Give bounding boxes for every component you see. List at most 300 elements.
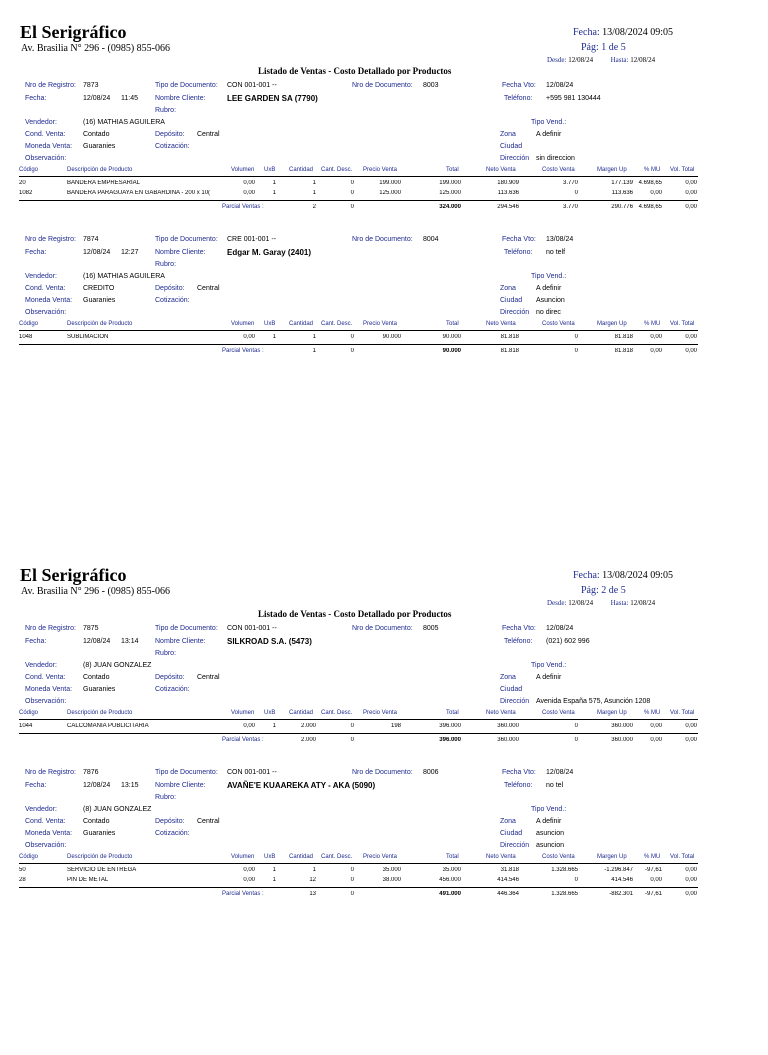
cond-venta-label: Cond. Venta: xyxy=(25,285,66,292)
table-cell: 0,00 xyxy=(685,190,697,196)
tipo-documento-label: Tipo de Documento: xyxy=(155,236,218,243)
zona-label: Zona xyxy=(500,674,516,681)
cond-venta-value: Contado xyxy=(83,674,110,681)
table-cell: 113.636 xyxy=(611,190,633,196)
column-header: Volumen xyxy=(231,321,255,327)
nro-documento-value: 8004 xyxy=(423,236,439,243)
ciudad-value: asuncion xyxy=(536,830,565,837)
parcial-cell: 4.698,65 xyxy=(638,204,662,210)
table-cell: 90.000 xyxy=(382,334,401,340)
separator-line xyxy=(19,344,698,345)
moneda-venta-label: Moneda Venta: xyxy=(25,686,73,693)
parcial-cell: 0,00 xyxy=(685,348,697,354)
table-cell: 1 xyxy=(272,867,276,873)
column-header: Cantidad xyxy=(289,321,314,327)
parcial-cell: 3.770 xyxy=(562,204,578,210)
direccion-value: no direc xyxy=(536,309,561,316)
column-header: Cantidad xyxy=(289,710,314,716)
telefono-label: Teléfono: xyxy=(504,638,533,645)
separator-line xyxy=(19,887,698,888)
separator-line xyxy=(19,733,698,734)
tipo-documento-value: CON 001-001 -- xyxy=(227,769,277,776)
tipo-documento-label: Tipo de Documento: xyxy=(155,769,218,776)
fecha-label: Fecha: xyxy=(25,95,47,102)
column-header: Total xyxy=(446,321,459,327)
column-header: Costo Venta xyxy=(542,321,575,327)
table-cell: 199.000 xyxy=(439,180,461,186)
company-name: El Serigráfico xyxy=(20,565,127,585)
table-cell: 0 xyxy=(350,867,354,873)
table-cell: 0 xyxy=(350,723,354,729)
column-header: Neto Venta xyxy=(486,167,516,173)
cond-venta-value: CREDITO xyxy=(83,285,115,292)
tipo-documento-value: CON 001-001 -- xyxy=(227,625,277,632)
table-cell: 180.909 xyxy=(497,180,519,186)
rubro-label: Rubro: xyxy=(155,107,177,114)
column-header: Vol. Total xyxy=(670,167,695,173)
direccion-label: Dirección xyxy=(500,698,530,705)
cotizacion-label: Cotización: xyxy=(155,143,190,150)
column-header: Código xyxy=(19,710,39,716)
column-header: Total xyxy=(446,167,459,173)
parcial-cell: 0 xyxy=(574,737,578,743)
table-cell: 0 xyxy=(574,334,578,340)
table-cell: 199.000 xyxy=(379,180,401,186)
telefono-label: Teléfono: xyxy=(504,249,533,256)
table-cell: 1048 xyxy=(19,334,33,340)
table-cell: BANDERA EMPRESARIAL xyxy=(67,180,141,186)
hora-value: 13:15 xyxy=(121,782,139,789)
hora-value: 11:45 xyxy=(121,95,138,102)
report-page xyxy=(0,22,768,512)
parcial-cell: 1 xyxy=(312,348,316,354)
table-cell: PIN DE METAL xyxy=(67,877,109,883)
table-cell: 38.000 xyxy=(382,877,401,883)
table-cell: 414.546 xyxy=(497,877,519,883)
table-cell: 177.139 xyxy=(611,180,633,186)
column-header: % MU xyxy=(644,167,661,173)
table-cell: 90.000 xyxy=(442,334,461,340)
zona-value: A definir xyxy=(536,131,562,138)
company-address: Av. Brasilia N° 296 - (0985) 855-066 xyxy=(21,43,170,54)
table-cell: 0,00 xyxy=(243,334,255,340)
table-cell: 396.000 xyxy=(439,723,461,729)
observacion-label: Observación: xyxy=(25,842,67,849)
cotizacion-label: Cotización: xyxy=(155,830,190,837)
column-header: Volumen xyxy=(231,167,255,173)
separator-line xyxy=(19,719,698,720)
moneda-venta-value: Guaranies xyxy=(83,830,116,837)
column-header: UxB xyxy=(264,710,276,716)
table-cell: 360.000 xyxy=(497,723,519,729)
table-cell: 81.818 xyxy=(500,334,519,340)
table-cell: 35.000 xyxy=(382,867,401,873)
column-header: Cantidad xyxy=(289,167,314,173)
table-cell: -1.296.847 xyxy=(604,867,633,873)
print-date: Fecha: 13/08/2024 09:05 xyxy=(573,27,673,38)
nro-registro-value: 7873 xyxy=(83,82,99,89)
table-cell: BANDERA PARAGUAYA EN GABARDINA - 200 x 10( xyxy=(67,190,211,196)
table-cell: 0,00 xyxy=(685,334,697,340)
tipo-vend-label: Tipo Vend.: xyxy=(531,273,567,280)
fecha-value: 12/08/24 xyxy=(83,95,111,102)
direccion-label: Dirección xyxy=(500,309,530,316)
column-header: Margen Up xyxy=(597,167,627,173)
column-header: Total xyxy=(446,710,459,716)
column-header: Neto Venta xyxy=(486,854,516,860)
company-address: Av. Brasilia N° 296 - (0985) 855-066 xyxy=(21,586,170,597)
fecha-value: 12/08/24 xyxy=(83,249,111,256)
parcial-label: Parcial Ventas : xyxy=(222,891,264,897)
parcial-cell: 360.000 xyxy=(611,737,633,743)
table-cell: 0 xyxy=(350,334,354,340)
table-cell: 28 xyxy=(19,877,26,883)
deposito-label: Depósito: xyxy=(155,818,185,825)
cliente-name: SILKROAD S.A. (5473) xyxy=(227,637,312,646)
print-date: Fecha: 13/08/2024 09:05 xyxy=(573,570,673,581)
telefono-label: Teléfono: xyxy=(504,782,533,789)
table-cell: 0,00 xyxy=(685,867,697,873)
fecha-vto-label: Fecha Vto: xyxy=(502,769,536,776)
nro-registro-label: Nro de Registro: xyxy=(25,236,76,243)
moneda-venta-value: Guaranies xyxy=(83,686,116,693)
nro-registro-value: 7876 xyxy=(83,769,99,776)
column-header: Descripción de Producto xyxy=(67,710,133,716)
table-cell: 1 xyxy=(272,723,276,729)
deposito-label: Depósito: xyxy=(155,285,185,292)
fecha-vto-label: Fecha Vto: xyxy=(502,82,536,89)
table-cell: 1 xyxy=(312,180,316,186)
fecha-vto-value: 12/08/24 xyxy=(546,82,574,89)
column-header: Costo Venta xyxy=(542,710,575,716)
parcial-cell: -882.301 xyxy=(609,891,633,897)
column-header: Cant. Desc. xyxy=(321,167,353,173)
table-cell: 1 xyxy=(272,334,276,340)
table-cell: 35.000 xyxy=(442,867,461,873)
cond-venta-label: Cond. Venta: xyxy=(25,674,66,681)
fecha-label: Fecha: xyxy=(25,249,47,256)
tipo-vend-label: Tipo Vend.: xyxy=(531,662,567,669)
column-header: Código xyxy=(19,321,39,327)
column-header: Cant. Desc. xyxy=(321,710,353,716)
parcial-cell: 446.364 xyxy=(497,891,519,897)
page-number: Pág: 2 de 5 xyxy=(581,585,626,596)
vendedor-label: Vendedor: xyxy=(25,119,57,126)
fecha-label: Fecha: xyxy=(25,782,47,789)
tipo-documento-value: CRE 001-001 -- xyxy=(227,236,277,243)
column-header: Margen Up xyxy=(597,854,627,860)
column-header: Vol. Total xyxy=(670,321,695,327)
column-header: Precio Venta xyxy=(363,167,398,173)
table-cell: 2.000 xyxy=(300,723,316,729)
nro-documento-value: 8006 xyxy=(423,769,439,776)
direccion-value: Avenida España 575, Asunción 1208 xyxy=(536,698,651,705)
zona-value: A definir xyxy=(536,285,562,292)
table-cell: 0,00 xyxy=(650,190,662,196)
telefono-value: no tel xyxy=(546,782,564,789)
ciudad-value: Asuncion xyxy=(536,297,565,304)
table-cell: 0,00 xyxy=(650,723,662,729)
parcial-cell: 0,00 xyxy=(685,891,697,897)
vendedor-value: (16) MATHIAS AGUILERA xyxy=(83,273,165,280)
table-cell: 1 xyxy=(312,334,316,340)
column-header: % MU xyxy=(644,854,661,860)
tipo-documento-value: CON 001-001 -- xyxy=(227,82,277,89)
cond-venta-value: Contado xyxy=(83,131,110,138)
table-cell: 360.000 xyxy=(611,723,633,729)
report-title: Listado de Ventas - Costo Detallado por Productos xyxy=(258,609,452,619)
ciudad-label: Ciudad xyxy=(500,297,523,304)
table-cell: 0,00 xyxy=(685,877,697,883)
table-cell: 125.000 xyxy=(379,190,401,196)
column-header: Volumen xyxy=(231,710,255,716)
column-header: Descripción de Producto xyxy=(67,167,133,173)
table-cell: 3.770 xyxy=(562,180,578,186)
direccion-value: sin direccion xyxy=(536,155,575,162)
column-header: Precio Venta xyxy=(363,710,398,716)
parcial-cell: 0,00 xyxy=(685,204,697,210)
parcial-cell: 0 xyxy=(350,891,354,897)
column-header: Margen Up xyxy=(597,710,627,716)
telefono-value: no telf xyxy=(546,249,566,256)
observacion-label: Observación: xyxy=(25,698,67,705)
column-header: Volumen xyxy=(231,854,255,860)
zona-value: A definir xyxy=(536,818,562,825)
ciudad-label: Ciudad xyxy=(500,686,523,693)
fecha-vto-label: Fecha Vto: xyxy=(502,236,536,243)
nro-documento-value: 8003 xyxy=(423,82,439,89)
fecha-vto-label: Fecha Vto: xyxy=(502,625,536,632)
vendedor-value: (8) JUAN GONZALEZ xyxy=(83,806,152,813)
rubro-label: Rubro: xyxy=(155,261,177,268)
parcial-cell: 0,00 xyxy=(650,348,662,354)
moneda-venta-value: Guaranies xyxy=(83,297,116,304)
tipo-vend-label: Tipo Vend.: xyxy=(531,806,567,813)
table-cell: 0 xyxy=(350,190,354,196)
page-number: Pág: 1 de 5 xyxy=(581,42,626,53)
column-header: Cant. Desc. xyxy=(321,321,353,327)
parcial-label: Parcial Ventas : xyxy=(222,348,264,354)
table-cell: 1 xyxy=(312,867,316,873)
column-header: Precio Venta xyxy=(363,854,398,860)
column-header: Descripción de Producto xyxy=(67,321,133,327)
column-header: Total xyxy=(446,854,459,860)
table-cell: 125.000 xyxy=(439,190,461,196)
tipo-vend-label: Tipo Vend.: xyxy=(531,119,567,126)
deposito-value: Central xyxy=(197,674,220,681)
fecha-vto-value: 12/08/24 xyxy=(546,769,574,776)
parcial-cell: 0 xyxy=(350,348,354,354)
table-cell: 414.546 xyxy=(611,877,633,883)
table-cell: 0,00 xyxy=(243,723,255,729)
nro-registro-label: Nro de Registro: xyxy=(25,82,76,89)
column-header: % MU xyxy=(644,321,661,327)
table-cell: 1.328.665 xyxy=(551,867,578,873)
ciudad-label: Ciudad xyxy=(500,143,523,150)
parcial-cell: 0 xyxy=(350,737,354,743)
column-header: Neto Venta xyxy=(486,321,516,327)
column-header: Costo Venta xyxy=(542,167,575,173)
cliente-name: LEE GARDEN SA (7790) xyxy=(227,94,318,103)
column-header: Precio Venta xyxy=(363,321,398,327)
zona-label: Zona xyxy=(500,818,516,825)
cotizacion-label: Cotización: xyxy=(155,297,190,304)
report-title: Listado de Ventas - Costo Detallado por Productos xyxy=(258,66,452,76)
parcial-cell: 0,00 xyxy=(650,737,662,743)
column-header: Costo Venta xyxy=(542,854,575,860)
table-cell: 198 xyxy=(390,723,401,729)
tipo-documento-label: Tipo de Documento: xyxy=(155,82,218,89)
fecha-vto-value: 13/08/24 xyxy=(546,236,574,243)
vendedor-label: Vendedor: xyxy=(25,273,57,280)
fecha-label: Fecha: xyxy=(25,638,47,645)
vendedor-label: Vendedor: xyxy=(25,662,57,669)
parcial-cell: 0 xyxy=(574,348,578,354)
parcial-cell: 396.000 xyxy=(439,737,461,743)
fecha-value: 12/08/24 xyxy=(83,782,111,789)
table-cell: 50 xyxy=(19,867,26,873)
table-cell: 0 xyxy=(350,180,354,186)
telefono-value: +595 981 130444 xyxy=(546,95,601,102)
separator-line xyxy=(19,330,698,331)
nombre-cliente-label: Nombre Cliente: xyxy=(155,95,206,102)
separator-line xyxy=(19,200,698,201)
column-header: Cant. Desc. xyxy=(321,854,353,860)
nro-registro-label: Nro de Registro: xyxy=(25,769,76,776)
vendedor-label: Vendedor: xyxy=(25,806,57,813)
table-cell: 12 xyxy=(309,877,316,883)
vendedor-value: (8) JUAN GONZALEZ xyxy=(83,662,152,669)
parcial-cell: 491.000 xyxy=(439,891,461,897)
nro-registro-value: 7875 xyxy=(83,625,99,632)
column-header: Vol. Total xyxy=(670,854,695,860)
cond-venta-label: Cond. Venta: xyxy=(25,818,66,825)
table-cell: 1 xyxy=(272,190,276,196)
hora-value: 12:27 xyxy=(121,249,139,256)
cliente-name: Edgar M. Garay (2401) xyxy=(227,248,312,257)
parcial-label: Parcial Ventas : xyxy=(222,204,264,210)
table-cell: 113.636 xyxy=(497,190,519,196)
hora-value: 13:14 xyxy=(121,638,139,645)
cond-venta-value: Contado xyxy=(83,818,110,825)
zona-label: Zona xyxy=(500,131,516,138)
telefono-value: (021) 602 996 xyxy=(546,638,590,645)
column-header: Cantidad xyxy=(289,854,314,860)
parcial-cell: 290.776 xyxy=(611,204,633,210)
cliente-name: AVAÑE'E KUAAREKA ATY - AKA (5090) xyxy=(227,781,376,790)
nro-documento-label: Nro de Documento: xyxy=(352,769,413,776)
nro-documento-label: Nro de Documento: xyxy=(352,82,413,89)
table-cell: 0,00 xyxy=(243,180,255,186)
vendedor-value: (16) MATHIAS AGUILERA xyxy=(83,119,165,126)
deposito-label: Depósito: xyxy=(155,131,185,138)
column-header: UxB xyxy=(264,854,276,860)
cond-venta-label: Cond. Venta: xyxy=(25,131,66,138)
table-cell: 0,00 xyxy=(243,867,255,873)
column-header: Vol. Total xyxy=(670,710,695,716)
nombre-cliente-label: Nombre Cliente: xyxy=(155,638,206,645)
column-header: Descripción de Producto xyxy=(67,854,133,860)
table-cell: 1044 xyxy=(19,723,33,729)
parcial-cell: 360.000 xyxy=(497,737,519,743)
rubro-label: Rubro: xyxy=(155,794,177,801)
nro-registro-label: Nro de Registro: xyxy=(25,625,76,632)
table-cell: 0,00 xyxy=(243,877,255,883)
column-header: Código xyxy=(19,167,39,173)
table-cell: 0 xyxy=(350,877,354,883)
zona-label: Zona xyxy=(500,285,516,292)
tipo-documento-label: Tipo de Documento: xyxy=(155,625,218,632)
nombre-cliente-label: Nombre Cliente: xyxy=(155,249,206,256)
table-cell: 4.698,65 xyxy=(638,180,662,186)
deposito-value: Central xyxy=(197,818,220,825)
deposito-label: Depósito: xyxy=(155,674,185,681)
table-cell: -97,61 xyxy=(644,867,662,873)
separator-line xyxy=(19,863,698,864)
rubro-label: Rubro: xyxy=(155,650,177,657)
zona-value: A definir xyxy=(536,674,562,681)
column-header: UxB xyxy=(264,321,276,327)
parcial-cell: 0,00 xyxy=(685,737,697,743)
observacion-label: Observación: xyxy=(25,309,67,316)
parcial-cell: -97,61 xyxy=(644,891,662,897)
nombre-cliente-label: Nombre Cliente: xyxy=(155,782,206,789)
table-cell: 20 xyxy=(19,180,26,186)
direccion-label: Dirección xyxy=(500,155,530,162)
table-cell: 456.000 xyxy=(439,877,461,883)
table-cell: 0,00 xyxy=(243,190,255,196)
report-page xyxy=(0,565,768,1055)
parcial-label: Parcial Ventas : xyxy=(222,737,264,743)
company-name: El Serigráfico xyxy=(20,22,127,42)
parcial-cell: 2.000 xyxy=(300,737,316,743)
table-cell: 0,00 xyxy=(685,180,697,186)
table-cell: CALCOMANIA PUBLICITARIA xyxy=(67,723,149,729)
nro-documento-label: Nro de Documento: xyxy=(352,236,413,243)
table-cell: 81.818 xyxy=(614,334,633,340)
moneda-venta-value: Guaranies xyxy=(83,143,116,150)
table-cell: 1 xyxy=(312,190,316,196)
table-cell: 0,00 xyxy=(650,334,662,340)
column-header: Margen Up xyxy=(597,321,627,327)
parcial-cell: 1.328.665 xyxy=(551,891,578,897)
table-cell: SUBLIMACION xyxy=(67,334,109,340)
parcial-cell: 324.000 xyxy=(439,204,461,210)
nro-documento-value: 8005 xyxy=(423,625,439,632)
separator-line xyxy=(19,176,698,177)
parcial-cell: 90.000 xyxy=(442,348,461,354)
table-cell: 0 xyxy=(574,723,578,729)
table-cell: 0,00 xyxy=(650,877,662,883)
parcial-cell: 0 xyxy=(350,204,354,210)
moneda-venta-label: Moneda Venta: xyxy=(25,143,73,150)
parcial-cell: 81.818 xyxy=(614,348,633,354)
moneda-venta-label: Moneda Venta: xyxy=(25,297,73,304)
parcial-cell: 294.546 xyxy=(497,204,519,210)
parcial-cell: 81.818 xyxy=(500,348,519,354)
table-cell: 0,00 xyxy=(685,723,697,729)
nro-documento-label: Nro de Documento: xyxy=(352,625,413,632)
parcial-cell: 13 xyxy=(309,891,316,897)
nro-registro-value: 7874 xyxy=(83,236,99,243)
deposito-value: Central xyxy=(197,131,220,138)
table-cell: 0 xyxy=(574,190,578,196)
column-header: UxB xyxy=(264,167,276,173)
observacion-label: Observación: xyxy=(25,155,67,162)
table-cell: 1082 xyxy=(19,190,33,196)
column-header: Código xyxy=(19,854,39,860)
table-cell: 1 xyxy=(272,180,276,186)
